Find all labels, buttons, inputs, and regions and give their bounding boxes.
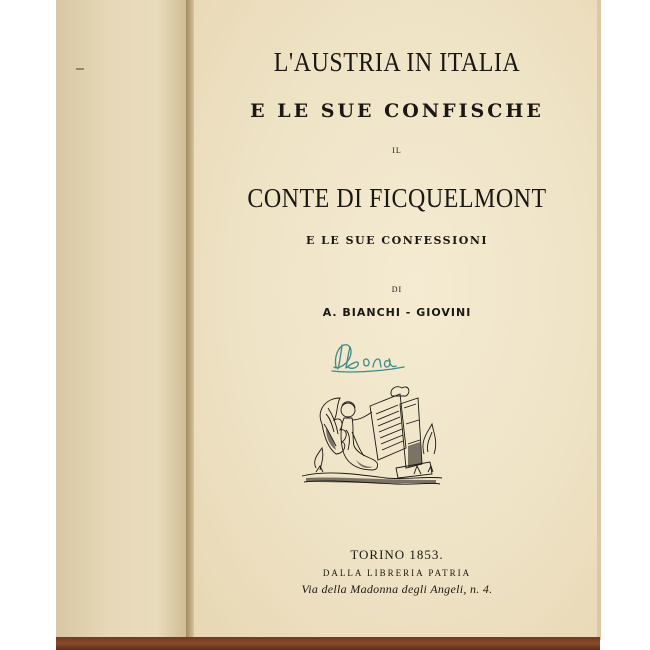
conjunction-di: DI — [391, 285, 403, 294]
handwritten-signature — [328, 337, 408, 377]
angel-tablet-vignette — [296, 384, 446, 490]
title-page — [194, 0, 600, 640]
left-page-mark — [76, 68, 84, 70]
imprint-address: Via della Madonna degli Angeli, n. 4. — [301, 582, 493, 596]
title-line-2: E LE SUE CONFISCHE — [250, 100, 544, 122]
title-line-1: L'AUSTRIA IN ITALIA — [273, 47, 521, 78]
conjunction-il: IL — [392, 146, 402, 155]
book-binding-edge — [56, 637, 600, 650]
page-edge — [597, 0, 601, 640]
title-line-3: CONTE DI FICQUELMONT — [247, 183, 547, 214]
imprint-place-year: TORINO 1853. — [350, 547, 444, 562]
imprint-publisher: DALLA LIBRERIA PATRIA — [322, 568, 472, 578]
author-name: A. BIANCHI - GIOVINI — [322, 306, 472, 319]
title-line-4: E LE SUE CONFESSIONI — [305, 234, 489, 247]
left-page — [56, 0, 190, 637]
